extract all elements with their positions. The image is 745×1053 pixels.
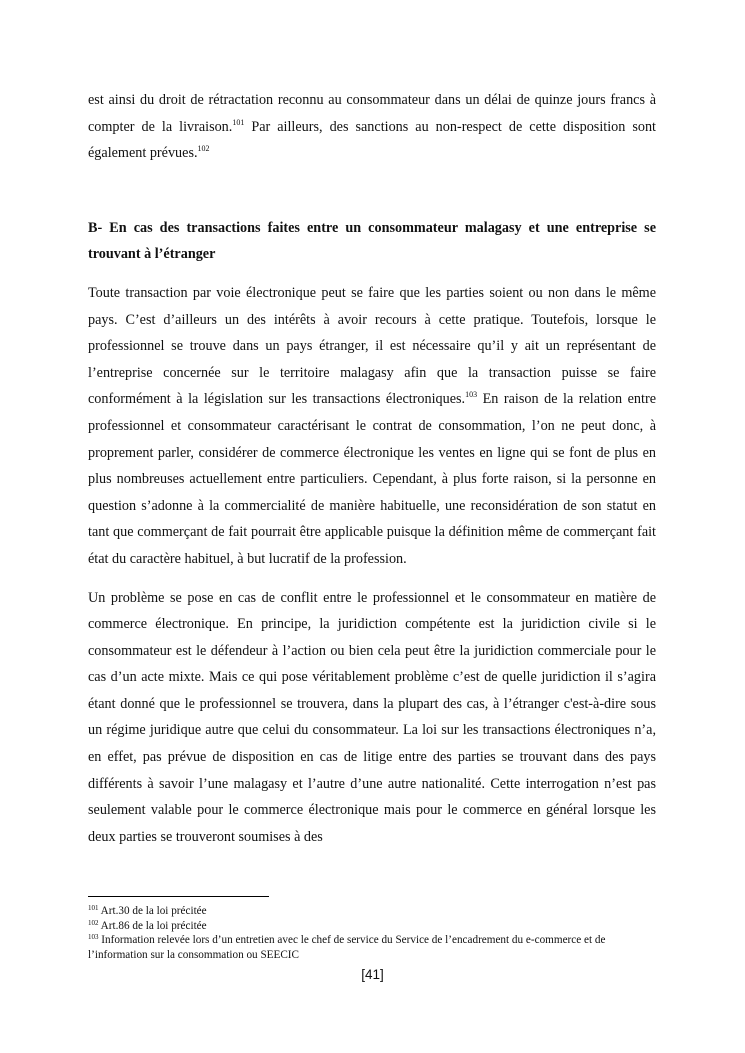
footnote-text: Art.86 de la loi précitée xyxy=(98,919,207,932)
body-text xyxy=(88,87,656,850)
footnotes xyxy=(88,904,658,962)
paragraph-text: Par ailleurs, des sanctions au non-respect de cette disposition sont également prévues. xyxy=(88,118,656,162)
footnote-103 xyxy=(88,933,658,962)
paragraph-text: Toute transaction par voie électronique peut se faire que les parties soient ou non dans le même pays. C’est d’ailleurs un des intérêts à avoir recours à cette pratique. Toutefois, lorsque le professionnel se trouve dans un pays étranger, il est nécessaire qu’il y ait un représentant de l’entreprise concernée sur le territoire malagasy afin que la transaction puisse se faire conformément à la législation sur les transactions électroniques. xyxy=(88,284,656,408)
footnote-ref-101: 101 xyxy=(232,117,245,127)
section-gap xyxy=(88,167,656,215)
footnote-ref-102: 102 xyxy=(197,144,210,154)
footnote-102 xyxy=(88,919,658,934)
paragraph-transactions xyxy=(88,280,656,573)
paragraph-conflit: Un problème se pose en cas de conflit entre le professionnel et le consommateur en matière de commerce électronique. En principe, la juridiction compétente est la juridiction civile si le consommateur est le défendeur à l’action ou bien cela peut être la juridiction commerciale pour le cas d’un acte mixte. Mais ce qui pose véritablement problème c’est de quelle juridiction il s’agira étant donné que le professionnel se trouvera, dans la plupart des cas, à l’étranger c'est-à-dire sous un régime juridique autre que celui du consommateur. La loi sur les transactions électroniques n’a, en effet, pas prévue de disposition en cas de litige entre des parties se trouvant dans des pays différents à savoir l’une malagasy et l’autre d’une autre nationalité. Cette interrogation n’est pas seulement valable pour le commerce électronique mais pour le commerce en général lorsque les deux parties se trouveront soumises à des xyxy=(88,589,656,845)
footnote-text: Art.30 de la loi précitée xyxy=(98,905,207,917)
footnote-text: Information relevée lors d’un entretien avec le chef de service du Service de l’encadrement du e-commerce et de l’information sur la consommation ou SEECIC xyxy=(88,934,606,961)
footnote-number: 103 xyxy=(88,933,99,941)
footnote-number: 101 xyxy=(88,904,99,912)
paragraph-retractation xyxy=(88,87,656,167)
footnote-101 xyxy=(88,904,658,919)
paragraph-text: En raison de la relation entre professionnel et consommateur caractérisant le contrat de consommation, l’on ne peut donc, à proprement parler, considérer de commerce électronique les ventes en ligne qui se font de plus en plus nombreuses actuellement entre particuliers. Cependant, à plus forte raison, si la personne en question s’adonne à la commercialité de manière habituelle, une reconsidération de son statut en tant que commerçant de fait pourrait être applicable puisque la définition même de commerçant fait état du caractère habituel, à but lucratif de la profession. xyxy=(88,391,656,567)
page-number: [41] xyxy=(361,967,384,982)
section-heading: B- En cas des transactions faites entre un consommateur malagasy et une entreprise se trouvant à l’étranger xyxy=(88,219,656,263)
paragraph-text: est ainsi du droit de rétractation reconnu au consommateur dans un délai de quinze jours francs à compter de la livraison. xyxy=(88,92,656,135)
footnote-ref-103: 103 xyxy=(465,390,478,400)
footnote-separator xyxy=(88,896,269,897)
footnote-number: 102 xyxy=(88,918,99,927)
